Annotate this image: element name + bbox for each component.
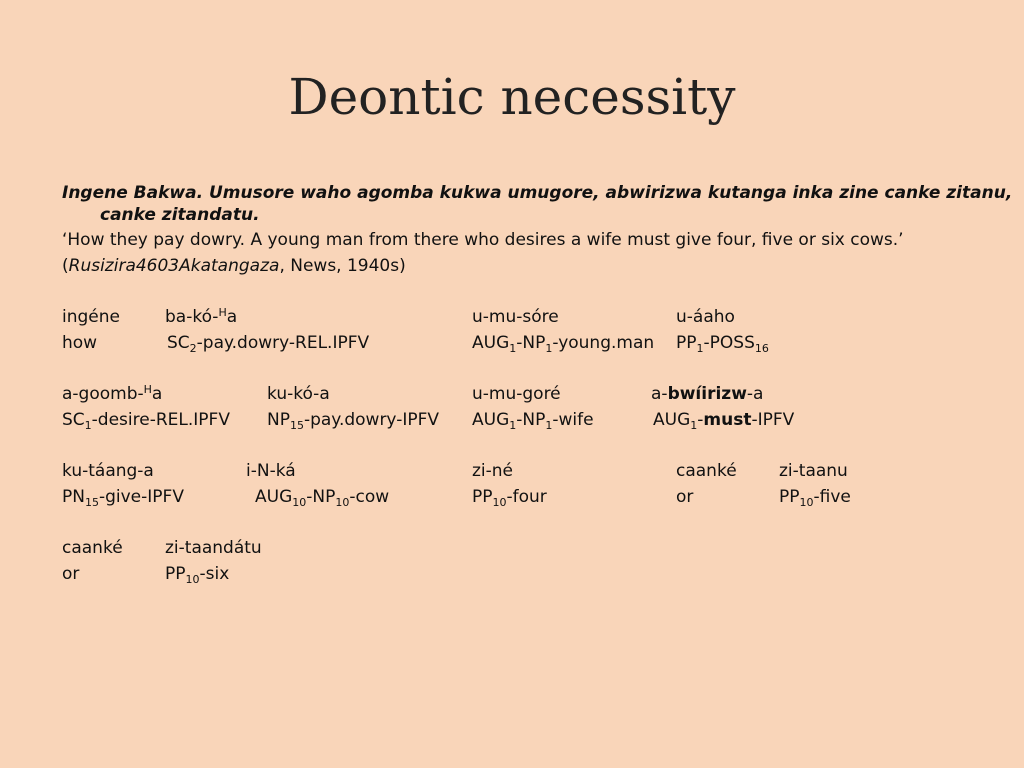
slide-title: Deontic necessity — [288, 68, 736, 126]
gloss-or: or — [676, 487, 694, 507]
word-bakoa: ba-kó-$^H$a — [165, 306, 238, 327]
word-caanke-2: caanké — [62, 538, 123, 558]
gloss-pp10-six: $PP_{10}$-six — [165, 564, 230, 586]
word-inka: i-N-ká — [246, 461, 296, 481]
gloss-pn15-give: $PN_{15}-give$-IPFV — [62, 487, 184, 509]
gloss-pp10-five: $PP_{10}$-five — [779, 487, 851, 509]
citation-source-name: Rusizira4603Akatangaza — [68, 256, 280, 276]
source-sentence-line-2: canke zitandatu. — [100, 205, 260, 225]
word-umugore: u-mu-goré — [472, 384, 561, 404]
word-uaaho: u-áaho — [676, 307, 735, 327]
gloss-or-2: or — [62, 564, 80, 584]
word-ingene: ingéne — [62, 307, 120, 327]
gloss-aug1-np1-wife: $AUG_1-NP_1$-wife — [472, 410, 594, 432]
word-kutaanga: ku-táang-a — [62, 461, 154, 481]
word-caanke: caanké — [676, 461, 737, 481]
gloss-sc2-pay-dowry: $SC_2-pay.dowry-REL.IPFV$ — [167, 333, 370, 355]
word-kukoa: ku-kó-a — [267, 384, 330, 404]
citation: (Rusizira4603Akatangaza, News, 1940s) — [62, 256, 406, 276]
gloss-sc1-desire: $SC_1-desire-REL.IPFV$ — [62, 410, 230, 432]
gloss-aug10-np10-cow: $AUG_{10}-NP_{10}$-cow — [255, 487, 390, 509]
word-zine: zi-né — [472, 461, 514, 481]
word-zitaandatu: zi-taandátu — [165, 538, 262, 558]
gloss-pp10-four: $PP_{10}$-four — [472, 487, 547, 509]
gloss-aug1-np1-young-man: $AUG_1-NP_1-young.man$ — [472, 333, 655, 355]
word-abwiirizwa: a-bwíirizw-a — [651, 384, 764, 404]
word-agoomba: a-goomb-$^H$a — [62, 383, 163, 404]
word-zitaanu: zi-taanu — [779, 461, 848, 481]
word-umusore: u-mu-sóre — [472, 307, 559, 327]
gloss-how: how — [62, 333, 98, 353]
gloss-np15-pay-dowry: $NP_{15}-pay.dowry$-IPFV — [267, 410, 440, 432]
translation: ‘How they pay dowry. A young man from there who desires a wife must give four, five or six cows.’ — [62, 230, 904, 250]
source-sentence-line-1: Ingene Bakwa. Umusore waho agomba kukwa umugore, abwirizwa kutanga inka zine canke zitanu, — [62, 183, 1013, 203]
gloss-aug1-must-ipfv: $AUG_1-must$-IPFV — [653, 410, 795, 432]
gloss-pp1-poss16: $PP_1-POSS_{16}$ — [676, 333, 769, 355]
